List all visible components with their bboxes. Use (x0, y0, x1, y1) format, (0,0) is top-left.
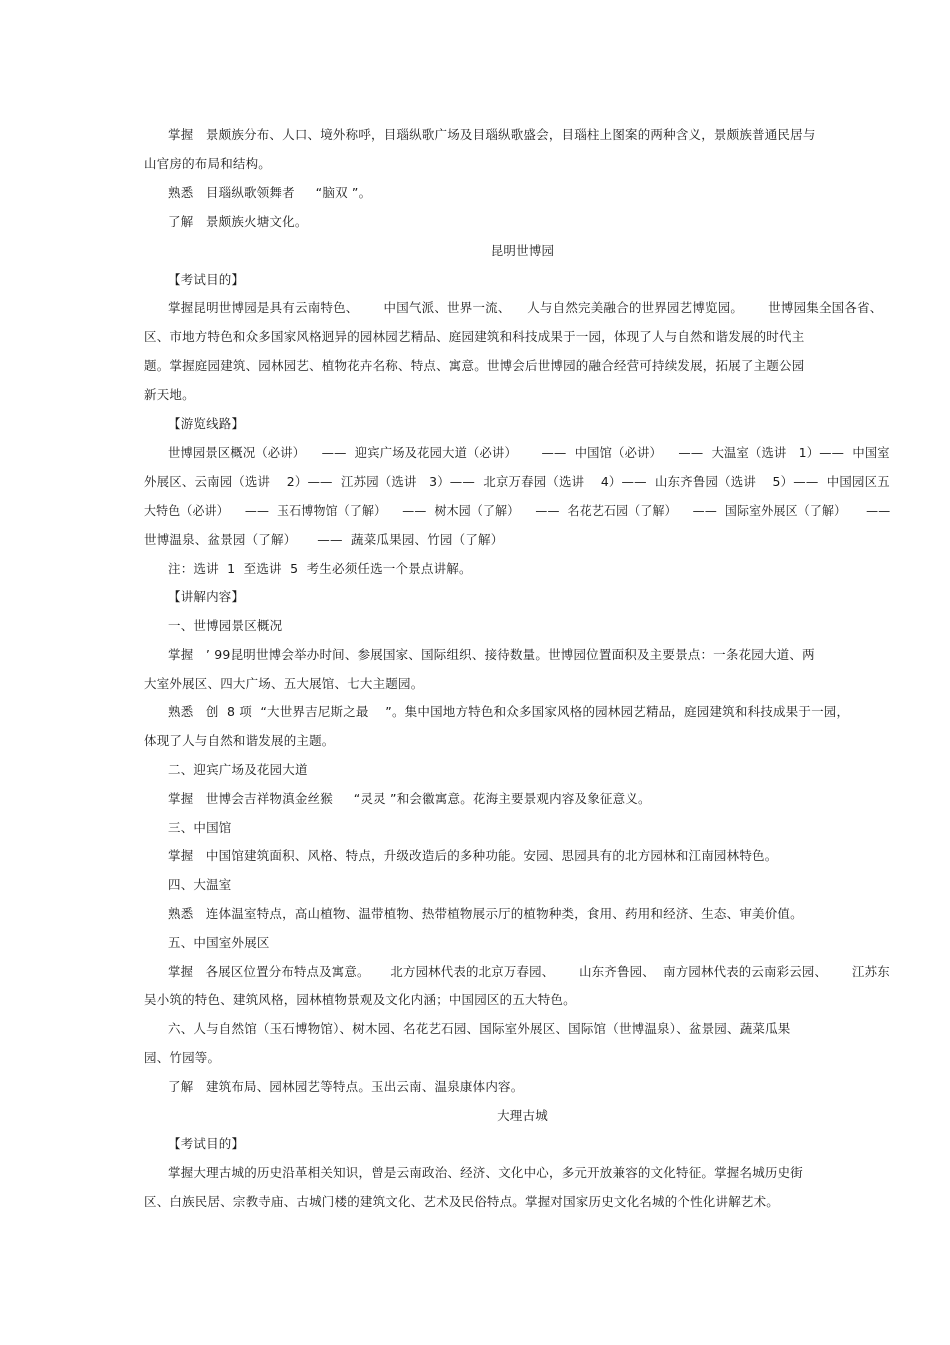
text-line: 大特色（必讲） —— 玉石博物馆（了解） —— 树木园（了解） —— 名花艺石园（了解） —— 国际室外展区（了解） —— (144, 503, 891, 518)
text-line: 熟悉 目瑙纵歌领舞者 “脑双 ”。 (168, 185, 372, 200)
text-line: 大室外展区、四大广场、五大展馆、七大主题园。 (144, 676, 424, 691)
text-line: 区、市地方特色和众多国家风格迥异的园林园艺精品、庭园建筑和科技成果于一园，体现了人与自然和谐发展的时代主 (144, 329, 805, 344)
text-line: 世博温泉、盆景园（了解） —— 蔬菜瓜果园、竹园（了解） (144, 532, 504, 547)
text-line: 区、白族民居、宗教寺庙、古城门楼的建筑文化、艺术及民俗特点。掌握对国家历史文化名城的个性化讲解艺术。 (144, 1194, 780, 1209)
text-line: 园、竹园等。 (144, 1050, 221, 1065)
text-line: 题。掌握庭园建筑、园林园艺、植物花卉名称、特点、寓意。世博会后世博园的融合经营可持续发展，拓展了主题公园 (144, 358, 805, 373)
text-line: 五、中国室外展区 (168, 935, 270, 950)
text-line: 外展区、云南园（选讲 2）—— 江苏园（选讲 3）—— 北京万春园（选讲 4）—— 山东齐鲁园（选讲 5）—— 中国园区五 (144, 474, 890, 489)
text-line: 二、迎宾广场及花园大道 (168, 762, 308, 777)
subsection-heading: 【讲解内容】 (168, 589, 245, 604)
text-line: 三、中国馆 (168, 820, 232, 835)
text-line: 掌握 ’ 99昆明世博会举办时间、参展国家、国际组织、接待数量。世博园位置面积及主要景点：一条花园大道、两 (168, 647, 815, 662)
subsection-heading: 【考试目的】 (168, 1136, 245, 1151)
text-line: 六、人与自然馆（玉石博物馆）、树木园、名花艺石园、国际室外展区、国际馆（世博温泉）、盆景园、蔬菜瓜果 (168, 1021, 791, 1036)
text-line: 新天地。 (144, 387, 195, 402)
text-line: 世博园景区概况（必讲） —— 迎宾广场及花园大道（必讲） —— 中国馆（必讲） —— 大温室（选讲 1）—— 中国室 (168, 445, 890, 460)
text-line: 山官房的布局和结构。 (144, 156, 272, 171)
text-line: 四、大温室 (168, 877, 232, 892)
text-line: 掌握大理古城的历史沿革相关知识，曾是云南政治、经济、文化中心，多元开放兼容的文化特征。掌握名城历史街 (168, 1165, 804, 1180)
text-line: 熟悉 创 8 项 “大世界吉尼斯之最 ”。集中国地方特色和众多国家风格的园林园艺精品，庭园建筑和科技成果于一园， (168, 704, 850, 719)
section-heading: 大理古城 (497, 1108, 548, 1123)
text-line: 掌握 各展区位置分布特点及寓意。 北方园林代表的北京万春园、 山东齐鲁园、 南方园林代表的云南彩云园、 江苏东 (168, 964, 890, 979)
text-line: 注：选讲 1 至选讲 5 考生必须任选一个景点讲解。 (168, 561, 472, 576)
text-line: 掌握 世博会吉祥物滇金丝猴 “灵灵 ”和会徽寓意。花海主要景观内容及象征意义。 (168, 791, 651, 806)
text-line: 掌握 中国馆建筑面积、风格、特点，升级改造后的多种功能。安园、思园具有的北方园林和江南园林特色。 (168, 848, 778, 863)
text-line: 体现了人与自然和谐发展的主题。 (144, 733, 335, 748)
text-line: 掌握昆明世博园是具有云南特色、 中国气派、世界一流、 人与自然完美融合的世界园艺博览园。 世博园集全国各省、 (168, 300, 883, 315)
text-line: 了解 建筑布局、园林园艺等特点。玉出云南、温泉康体内容。 (168, 1079, 524, 1094)
subsection-heading: 【考试目的】 (168, 272, 245, 287)
section-heading: 昆明世博园 (490, 243, 555, 258)
text-line: 吴小筑的特色、建筑风格，园林植物景观及文化内涵；中国园区的五大特色。 (144, 992, 576, 1007)
text-line: 了解 景颇族火塘文化。 (168, 214, 308, 229)
text-line: 熟悉 连体温室特点，高山植物、温带植物、热带植物展示厅的植物种类，食用、药用和经济、生态、审美价值。 (168, 906, 803, 921)
subsection-heading: 【游览线路】 (168, 416, 245, 431)
text-line: 一、世博园景区概况 (168, 618, 283, 633)
text-line: 掌握 景颇族分布、人口、境外称呼，目瑙纵歌广场及目瑙纵歌盛会，目瑙柱上图案的两种含义，景颇族普通民居与 (168, 127, 816, 142)
